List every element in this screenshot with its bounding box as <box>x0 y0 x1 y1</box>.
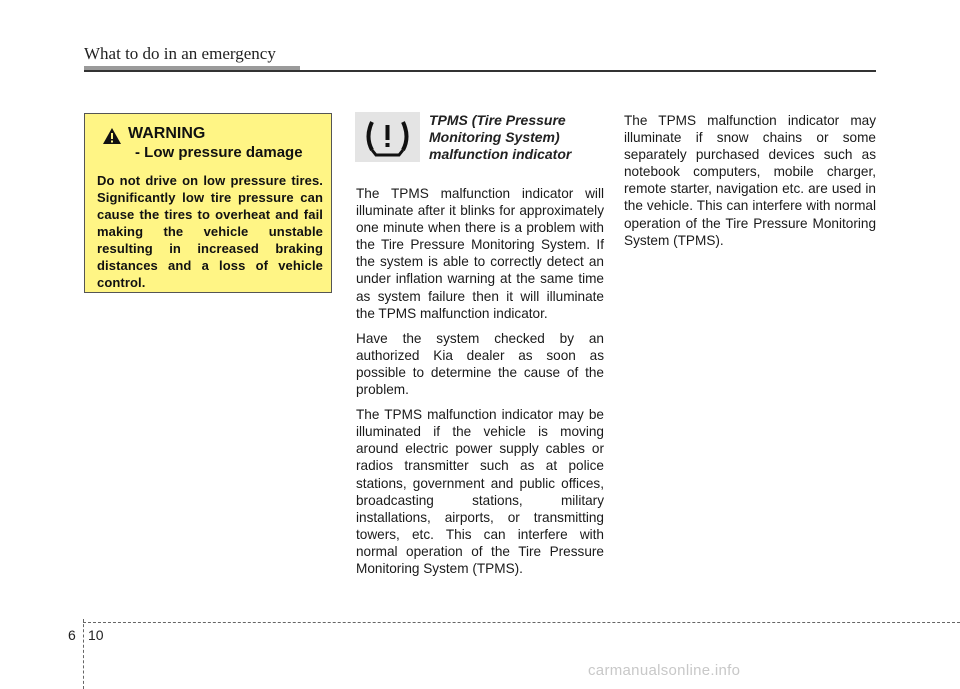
section-heading: TPMS (Tire Pressure Monitoring System) malfunction indicator <box>429 112 572 162</box>
paragraph-1: The TPMS malfunction indicator will illuminate after it blinks for approximately one minute when there is a problem with the Tire Pressure Monitoring System. If the system is able to correctly detect an under inflation warning at the same time as system failure then it will illuminate the TPMS malfunction indicator. <box>356 186 604 321</box>
warning-subtitle: - Low pressure damage <box>135 144 303 161</box>
chapter-number: 6 <box>68 627 76 643</box>
tpms-indicator-icon <box>355 112 420 162</box>
right-column-text <box>624 112 876 257</box>
footer-divider <box>83 619 84 689</box>
footer-rule <box>83 622 960 623</box>
middle-column-text <box>356 185 604 585</box>
paragraph-4: The TPMS malfunction indicator may illuminate if snow chains or some separately purchased devices such as notebook computers, mobile charger, remote starter, navigation etc. are used in the vehicle. This can interfere with normal operation of the Tire Pressure Monitoring System (TPMS). <box>624 113 876 248</box>
warning-body: Do not drive on low pressure tires. Significantly low tire pressure can cause the tires to overheat and fail making the vehicle unstable resulting in increased braking distances and a loss of vehicle control. <box>97 173 323 290</box>
page-number: 10 <box>88 627 104 643</box>
header-rule <box>84 70 876 72</box>
warning-box <box>84 113 332 293</box>
watermark: carmanualsonline.info <box>588 662 741 679</box>
warning-header <box>97 124 323 162</box>
paragraph-2: Have the system checked by an authorized Kia dealer as soon as possible to determine the cause of the problem. <box>356 330 604 398</box>
paragraph-3: The TPMS malfunction indicator may be illuminated if the vehicle is moving around electric power supply cables or radios transmitter such as at police stations, government and public offices, broadcasting stations, military installations, airports, or transmitting towers, etc. This can interfere with normal operation of the Tire Pressure Monitoring System (TPMS). <box>356 407 604 576</box>
warning-triangle-icon <box>102 127 122 145</box>
page-header-title: What to do in an emergency <box>84 44 276 63</box>
warning-title: WARNING <box>128 125 206 142</box>
